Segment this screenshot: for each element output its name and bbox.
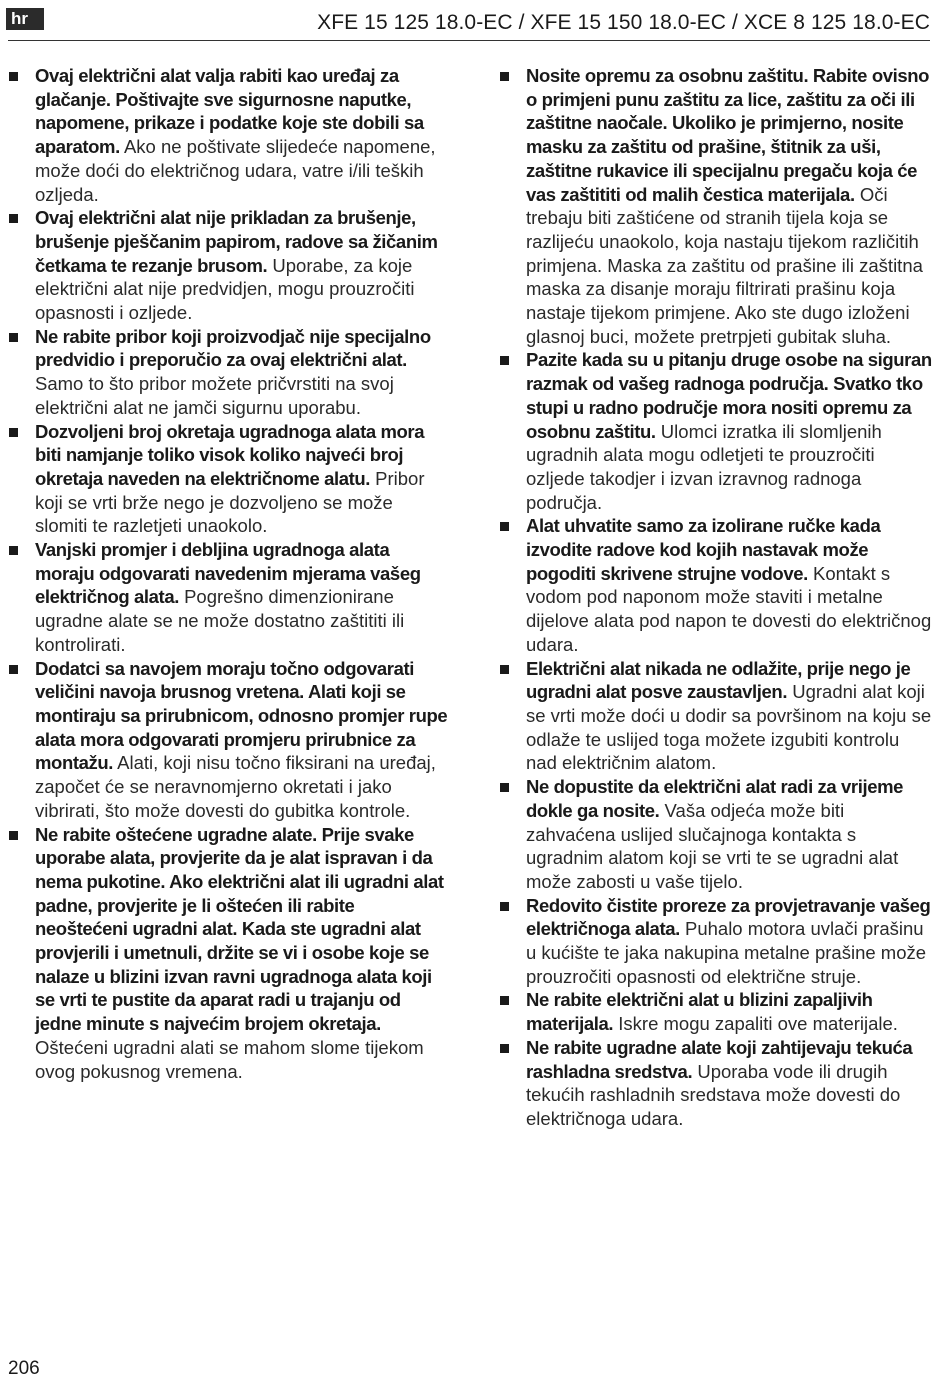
item-bold-text: Ne rabite električni alat u blizini zapaljivih materijala. <box>526 989 873 1035</box>
item-text: Ako ne poštivate slijedeće napomene, može doći do električnog udara, vatre i/ili teških ozljeda. <box>35 136 436 205</box>
item-bold-text: Ovaj električni alat nije prikladan za brušenje, brušenje pješčanim papirom, radove sa žičanim četkama te rezanje brusom. <box>35 207 438 276</box>
square-bullet-icon <box>500 902 509 911</box>
item-bold-text: Ne dopustite da električni alat radi za vrijeme dokle ga nosite. <box>526 776 904 821</box>
item-bold-text: Ne rabite ugradne alate koji zahtijevaju tekuća rashladna sredstva. <box>526 1036 913 1082</box>
square-bullet-icon <box>9 333 18 342</box>
list-item <box>8 206 448 325</box>
square-bullet-icon <box>9 214 18 223</box>
square-bullet-icon <box>500 1044 509 1053</box>
list-item <box>8 657 448 823</box>
item-text: Iskre mogu zapaliti ove materijale. <box>613 1013 898 1035</box>
header-divider <box>8 40 930 41</box>
square-bullet-icon <box>9 546 18 555</box>
language-badge: hr <box>6 8 44 30</box>
list-item <box>8 420 448 539</box>
square-bullet-icon <box>500 356 509 365</box>
item-text: Samo to što pribor možete pričvrstiti na svoj električni alat ne jamči sigurnu uporabu. <box>35 373 394 418</box>
list-item <box>499 348 932 514</box>
list-item <box>8 823 448 1084</box>
item-bold-text: Ovaj električni alat valja rabiti kao uređaj za glačanje. Poštivajte sve sigurnosne naputke, napomene, prikaze i podatke koje ste dobili sa aparatom. <box>35 65 424 158</box>
list-item <box>8 64 448 206</box>
square-bullet-icon <box>500 665 509 674</box>
list-item <box>499 514 932 656</box>
list-item <box>499 657 932 776</box>
item-bold-text: Električni alat nikada ne odlažite, prije nego je ugradni alat posve zaustavljen. <box>526 657 911 703</box>
item-bold-text: Nosite opremu za osobnu zaštitu. Rabite ovisno o primjeni punu zaštitu za lice, zaštitu za oči ili zaštitne naočale. Ukoliko je primjerno, nosite masku za zaštitu od prašine, štitnik za uši, zaštitne rukavice ili specijalnu pregaču koja će vas zaštititi od malih čestica materijala. <box>526 65 930 205</box>
item-text: Uporaba vode ili drugih tekućih rashladnih sredstava može dovesti do električnoga udara. <box>526 1060 901 1129</box>
item-text: Uporabe, za koje električni alat nije predvidjen, mogu prouzročiti opasnosti i ozljede. <box>35 254 415 324</box>
item-bold-text: Dozvoljeni broj okretaja ugradnoga alata mora biti namjanje toliko visok koliko najveći broj okretaja naveden na električnome alatu. <box>35 420 425 489</box>
list-item <box>499 775 932 894</box>
square-bullet-icon <box>500 996 509 1005</box>
list-item <box>499 988 932 1035</box>
square-bullet-icon <box>500 72 509 81</box>
item-bold-text: Pazite kada su u pitanju druge osobe na siguran razmak od vašeg radnoga područja. Svatko tko stupi u radno područje mora nositi opremu za osobnu zaštitu. <box>526 349 932 442</box>
document-title: XFE 15 125 18.0-EC / XFE 15 150 18.0-EC / XCE 8 125 18.0-EC <box>317 11 930 34</box>
item-text: Pribor koji se vrti brže nego je dozvoljeno se može slomiti te razletjeti unaokolo. <box>35 467 425 537</box>
item-text: Oči trebaju biti zaštićene od stranih tijela koja se razlijeću unaokolo, koja nastaju tijekom različitih primjena. Maska za zaštitu od prašine ili zaštitna maska za disanje moraju filtrirati prašinu koja nastaje tijekom primjene. Ako ste dugo izloženi glasnoj buci, možete pretrpjeti gubitak sluha. <box>526 183 923 347</box>
item-text: Vaša odjeća može biti zahvaćena uslijed slučajnoga kontakta s ugradnim alatom koji se vrti te se ugradni alat može zabosti u vaše tijelo. <box>526 799 899 892</box>
left-column <box>8 64 448 1083</box>
item-bold-text: Alat uhvatite samo za izolirane ručke kada izvodite radove kod kojih nastavak može pogoditi skrivene strujne vodove. <box>526 515 881 584</box>
list-item <box>499 1036 932 1131</box>
item-bold-text: Vanjski promjer i debljina ugradnoga alata moraju odgovarati navedenim mjerama vašeg električnog alata. <box>35 539 421 608</box>
list-item <box>8 325 448 420</box>
square-bullet-icon <box>9 428 18 437</box>
item-text: Alati, koji nisu točno fiksirani na uređaj, započet će se neravnomjerno okretati i jako vibrirati, što može dovesti do gubitka kontrole. <box>35 752 436 821</box>
square-bullet-icon <box>500 522 509 531</box>
item-text: Kontakt s vodom pod naponom može staviti i metalne dijelove alata pod napon te dovesti do električnog udara. <box>526 562 932 655</box>
square-bullet-icon <box>500 783 509 792</box>
right-column <box>499 64 932 1131</box>
square-bullet-icon <box>9 665 18 674</box>
item-text: Ugradni alat koji se vrti može doći u dodir sa površinom na koju se odlaže te uslijed toga možete izgubiti kontrolu nad električnim alatom. <box>526 681 932 774</box>
item-text: Pogrešno dimenzionirane ugradne alate se ne može dostatno zaštititi ili kontrolirati. <box>35 586 405 655</box>
item-bold-text: Dodatci sa navojem moraju točno odgovarati veličini navoja brusnog vretena. Alati koji se montiraju sa prirubnicom, odnosno promjer rupe alata mora odgovarati promjeru prirubnice za montažu. <box>35 657 448 774</box>
list-item <box>499 64 932 348</box>
item-bold-text: Redovito čistite proreze za provjetravanje vašeg električnoga alata. <box>526 894 931 940</box>
item-bold-text: Ne rabite pribor koji proizvodjač nije specijalno predvidio i preporučio za ovaj električni alat. <box>35 325 431 371</box>
square-bullet-icon <box>9 72 18 81</box>
list-item <box>499 894 932 989</box>
item-text: Oštećeni ugradni alati se mahom slome tijekom ovog pokusnog vremena. <box>35 1036 424 1082</box>
square-bullet-icon <box>9 831 18 840</box>
page-number: 206 <box>8 1358 40 1379</box>
item-text: Ulomci izratka ili slomljenih ugradnih alata mogu odletjeti te prouzročiti ozljede takodjer i izvan izravnog radnoga područja. <box>526 420 882 513</box>
item-bold-text: Ne rabite oštećene ugradne alate. Prije svake uporabe alata, provjerite da je alat ispravan i da nema pukotine. Ako električni alat ili ugradni alat padne, provjerite je li oštećen ili rabite neoštećeni ugradni alat. Kada ste ugradni alat provjerili i umetnuli, držite se vi i osobe koje se nalaze u blizini izvan ravni ugradnoga alata koji se vrti te pustite da aparat radi u trajanju od jedne minute s najvećim brojem okretaja. <box>35 823 444 1035</box>
list-item <box>8 538 448 657</box>
item-text: Puhalo motora uvlači prašinu u kućište te jaka nakupina metalne prašine može prouzročiti opasnosti od električne struje. <box>526 918 927 987</box>
